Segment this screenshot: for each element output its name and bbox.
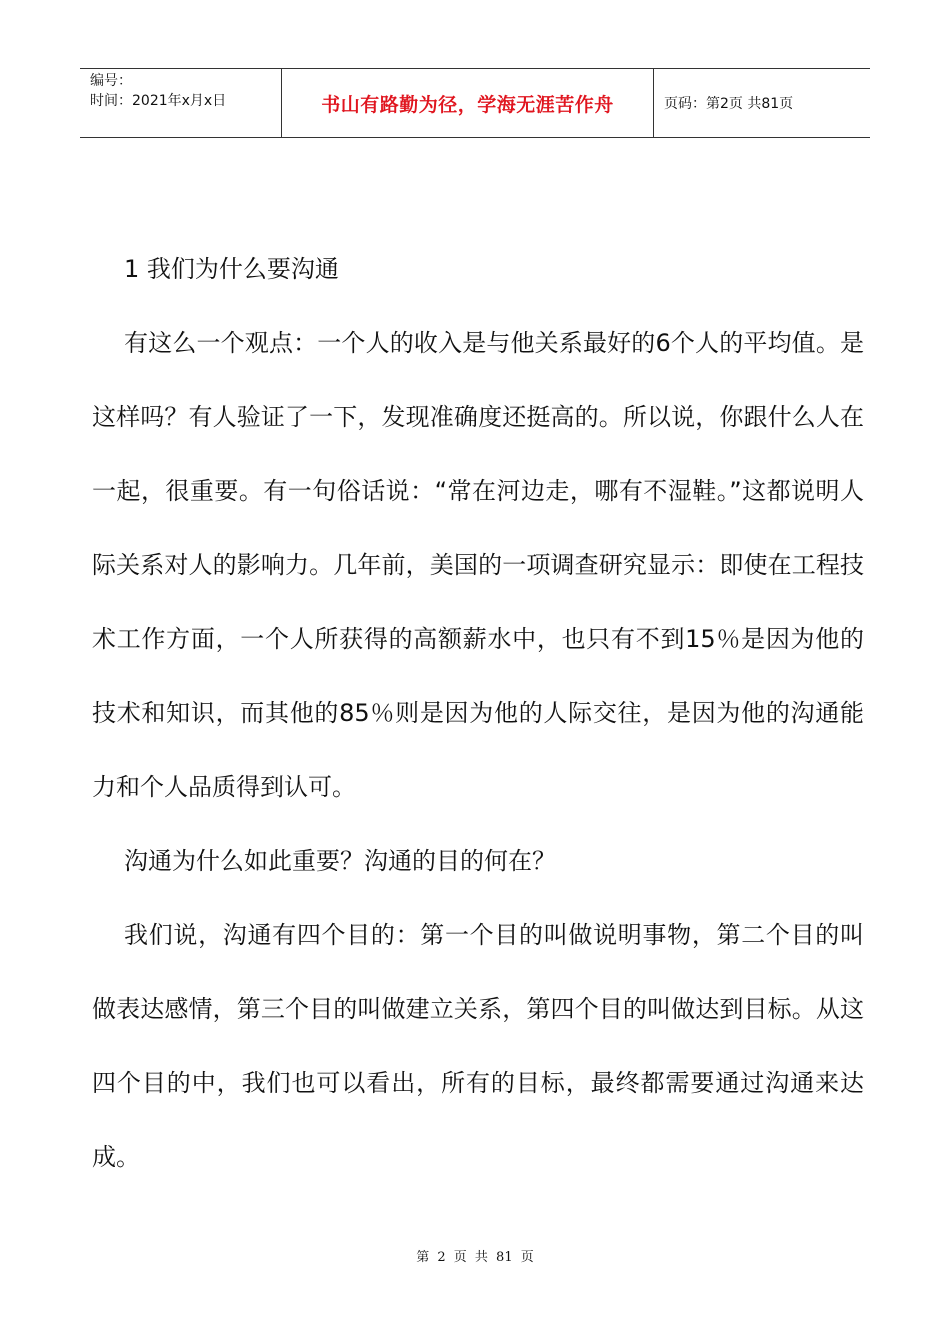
section-heading: 1 我们为什么要沟通 [124,255,339,283]
page-footer: 第 2 页 共 81 页 [416,1250,534,1265]
document-header [80,68,870,138]
header-motto: 书山有路勤为径，学海无涯苦作舟 [321,93,614,116]
body-paragraph: 我们说，沟通有四个目的：第一个目的叫做说明事物，第二个目的叫做表达感情，第三个目的叫做建立关系，第四个目的叫做达到目标。从这四个目的中，我们也可以看出，所有的目标，最终都需要通过沟通来达成。 [92,921,864,1171]
header-page-label: 页码：第2页 共81页 [664,96,794,112]
header-page-cell [654,69,870,137]
document-number-label: 编号： [90,73,132,89]
body-paragraph: 有这么一个观点：一个人的收入是与他关系最好的6个人的平均值。是这样吗？有人验证了一下，发现准确度还挺高的。所以说，你跟什么人在一起，很重要。有一句俗话说：“常在河边走，哪有不湿鞋。”这都说明人际关系对人的影响力。几年前，美国的一项调查研究显示：即使在工程技术工作方面，一个人所获得的高额薪水中，也只有不到15％是因为他的技术和知识，而其他的85％则是因为他的人际交往，是因为他的沟通能力和个人品质得到认可。 [92,329,864,801]
document-body [92,232,864,1194]
header-motto-cell [282,69,654,137]
header-meta-cell [80,69,282,137]
document-date-label: 时间：2021年x月x日 [90,93,227,109]
body-paragraph: 沟通为什么如此重要？沟通的目的何在？ [124,847,556,875]
